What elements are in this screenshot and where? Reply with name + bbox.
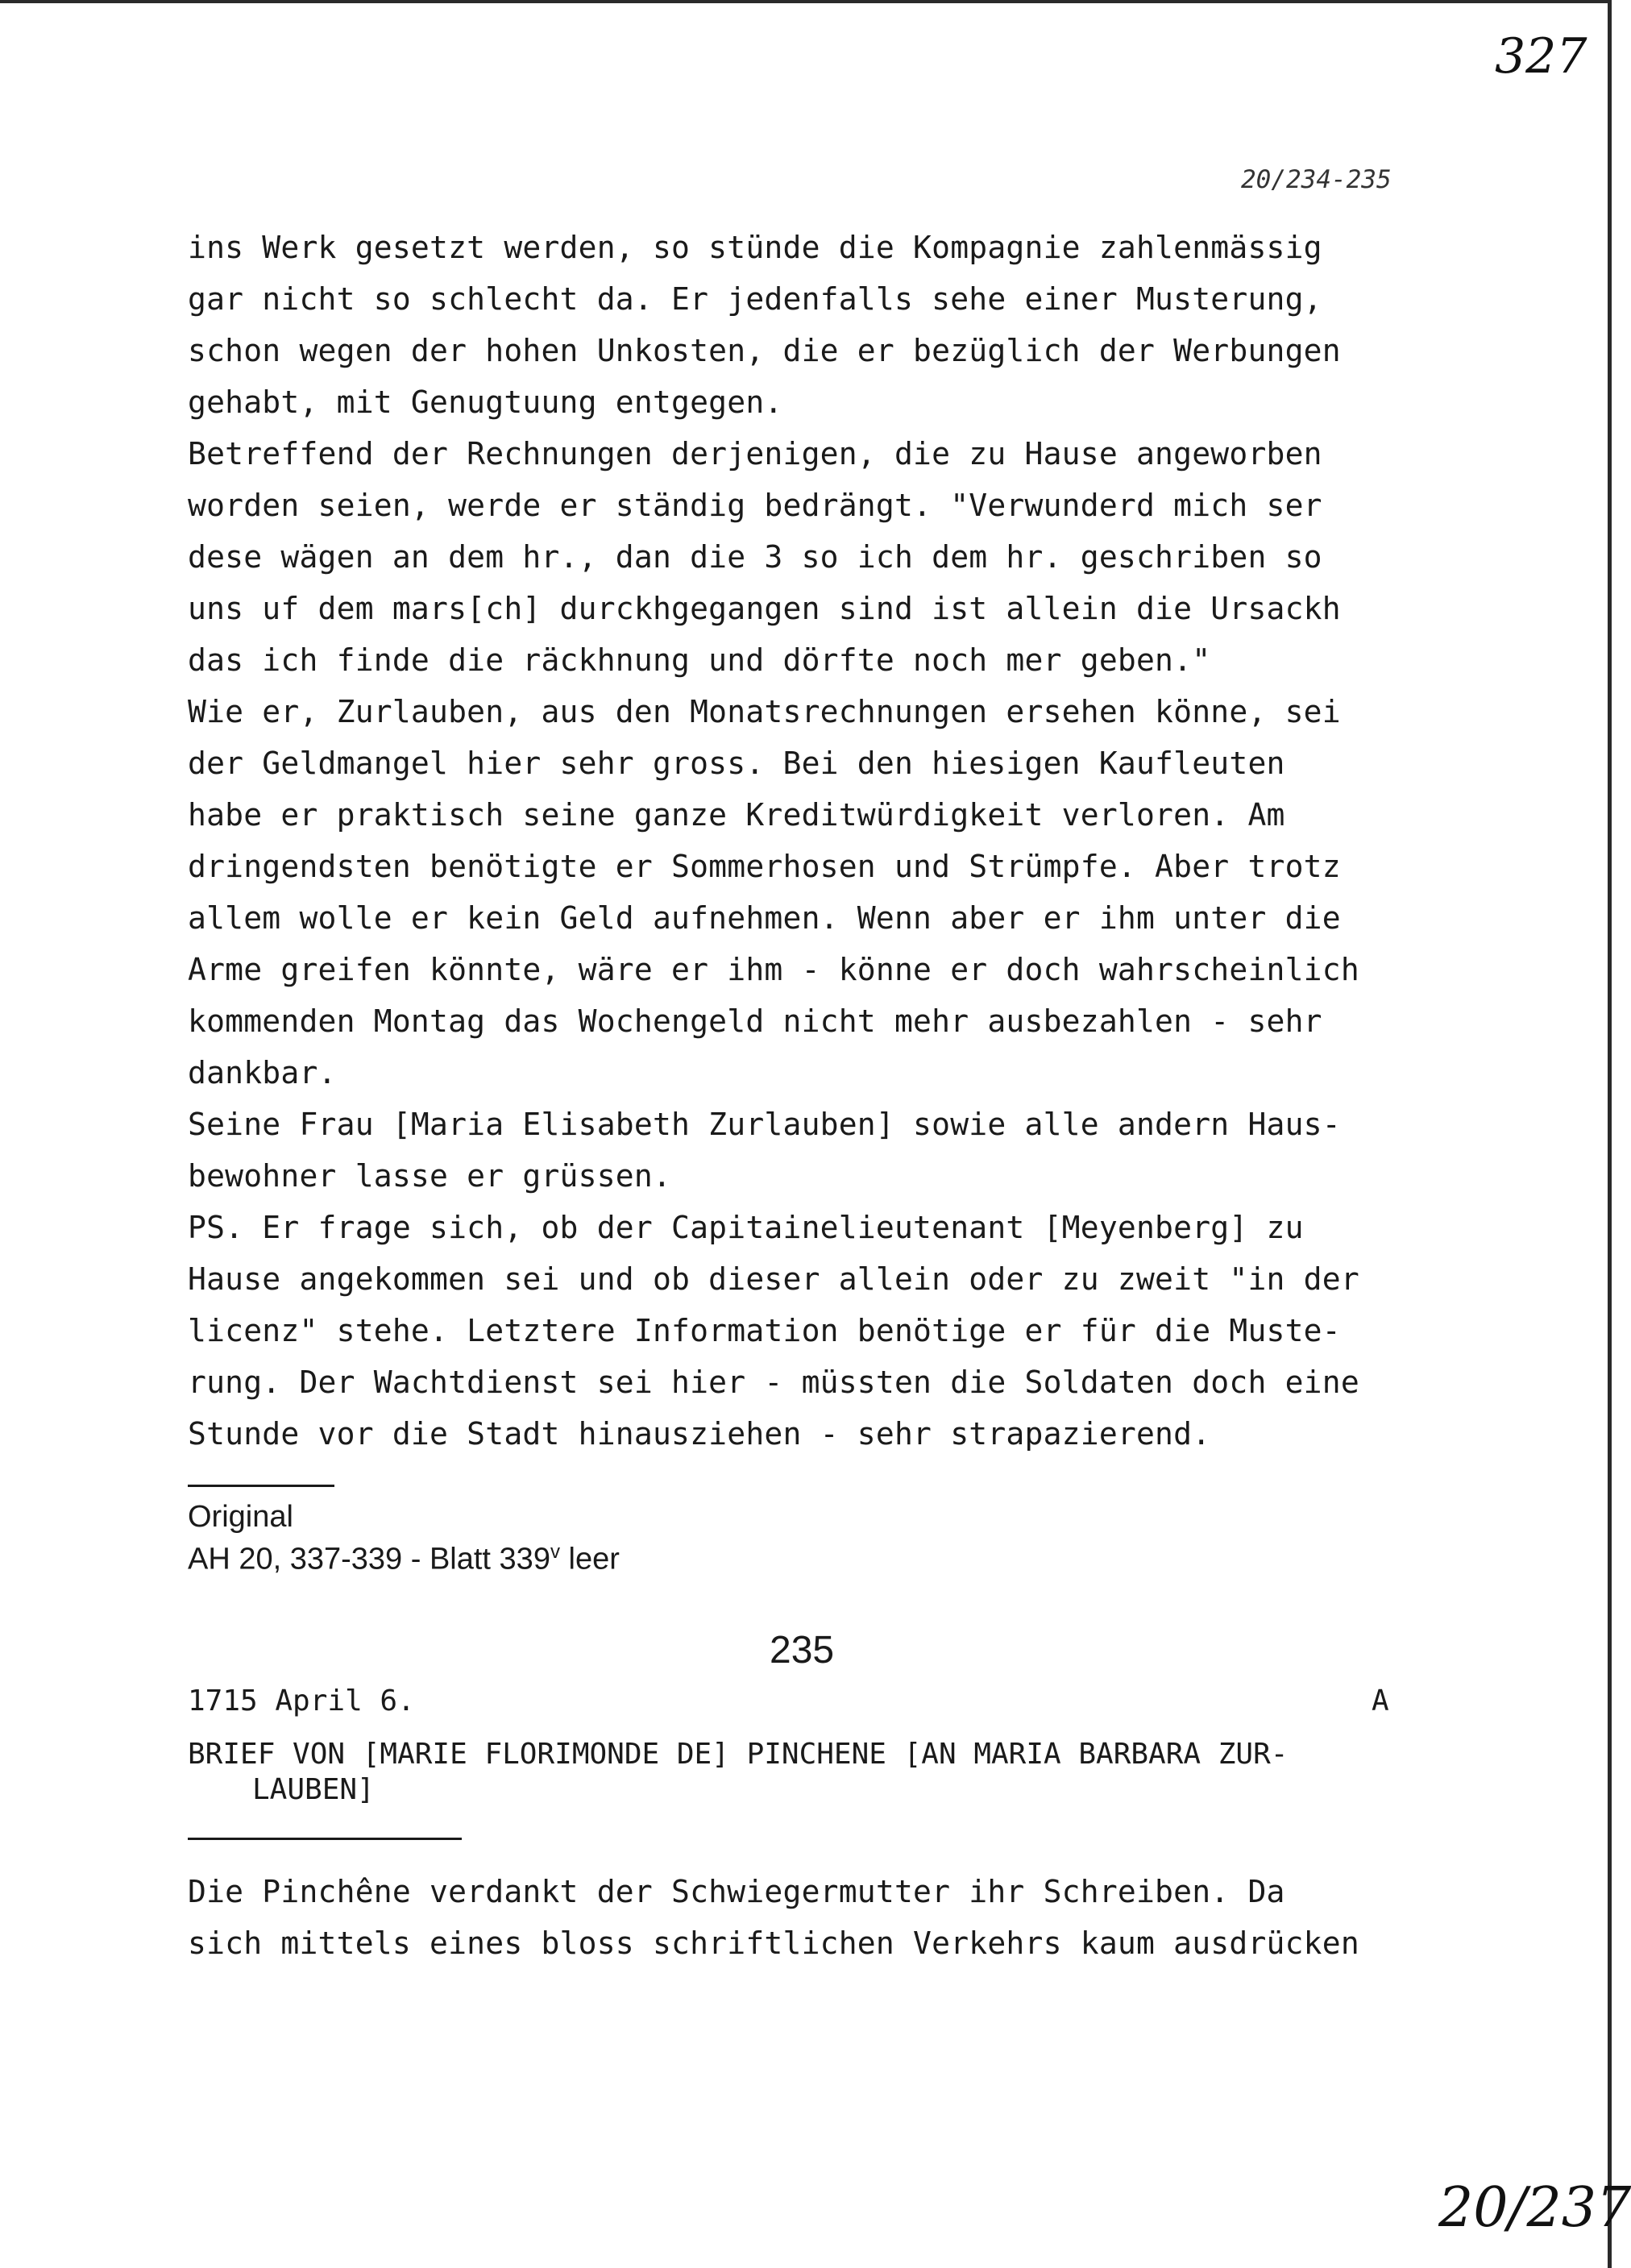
body-text-second bbox=[188, 1866, 1429, 1969]
scan-edge-right bbox=[1608, 0, 1612, 2268]
document-type: A bbox=[1372, 1684, 1389, 1718]
body-line: habe er praktisch seine ganze Kreditwürdigkeit verloren. Am bbox=[188, 797, 1285, 833]
source-ref-line bbox=[188, 1535, 620, 1577]
body-line: PS. Er frage sich, ob der Capitainelieutenant [Meyenberg] zu bbox=[188, 1210, 1304, 1245]
source-label: Original bbox=[188, 1500, 293, 1534]
handwritten-page-number: 327 bbox=[1495, 28, 1587, 85]
body-line: Stunde vor die Stadt hinausziehen - sehr strapazierend. bbox=[188, 1416, 1211, 1452]
body-line: Wie er, Zurlauben, aus den Monatsrechnungen ersehen könne, sei bbox=[188, 694, 1341, 729]
source-ref-main: AH 20, 337-339 - Blatt 339 bbox=[188, 1542, 550, 1576]
body-line: dese wägen an dem hr., dan die 3 so ich dem hr. geschriben so bbox=[188, 539, 1322, 575]
document-number: 235 bbox=[770, 1629, 835, 1672]
body-line: der Geldmangel hier sehr gross. Bei den hiesigen Kaufleuten bbox=[188, 746, 1285, 781]
body-line: das ich finde die räckhnung und dörfte noch mer geben." bbox=[188, 642, 1211, 678]
body-line: dringendsten benötigte er Sommerhosen und Strümpfe. Aber trotz bbox=[188, 849, 1341, 884]
document-date: 1715 April 6. bbox=[188, 1684, 415, 1718]
source-reference bbox=[188, 1499, 620, 1577]
source-ref-tail: leer bbox=[559, 1542, 620, 1576]
scan-edge-top bbox=[0, 0, 1612, 3]
body-line: allem wolle er kein Geld aufnehmen. Wenn aber er ihm unter die bbox=[188, 900, 1341, 936]
body-line: gehabt, mit Genugtuung entgegen. bbox=[188, 384, 783, 420]
body-line: Betreffend der Rechnungen derjenigen, die zu Hause angeworben bbox=[188, 436, 1322, 471]
body-text bbox=[188, 222, 1429, 1460]
heading-line: LAUBEN] bbox=[252, 1773, 375, 1806]
body-line: rung. Der Wachtdienst sei hier - müssten die Soldaten doch eine bbox=[188, 1365, 1359, 1400]
document-heading bbox=[188, 1737, 1288, 1808]
body-line: Arme greifen könnte, wäre er ihm - könne er doch wahrscheinlich bbox=[188, 952, 1359, 987]
body-line: kommenden Montag das Wochengeld nicht mehr ausbezahlen - sehr bbox=[188, 1003, 1322, 1039]
body-line: ins Werk gesetzt werden, so stünde die Kompagnie zahlenmässig bbox=[188, 230, 1322, 265]
body-line: gar nicht so schlecht da. Er jedenfalls sehe einer Musterung, bbox=[188, 281, 1322, 317]
heading-line: BRIEF VON [MARIE FLORIMONDE DE] PINCHENE [AN MARIA BARBARA ZUR- bbox=[188, 1738, 1289, 1771]
reference-number: 20/234-235 bbox=[1241, 165, 1392, 194]
body-line: Hause angekommen sei und ob dieser allein oder zu zweit "in der bbox=[188, 1261, 1359, 1297]
body-line: bewohner lasse er grüssen. bbox=[188, 1158, 672, 1194]
body-line: Die Pinchêne verdankt der Schwiegermutter ihr Schreiben. Da bbox=[188, 1874, 1285, 1909]
body-line: licenz" stehe. Letztere Information benötige er für die Muste- bbox=[188, 1313, 1341, 1348]
source-ref-superscript: v bbox=[550, 1541, 560, 1563]
body-line: uns uf dem mars[ch] durckhgegangen sind ist allein die Ursackh bbox=[188, 591, 1341, 626]
divider-rule bbox=[188, 1485, 334, 1487]
body-line: worden seien, werde er ständig bedrängt. "Verwunderd mich ser bbox=[188, 488, 1322, 523]
body-line: schon wegen der hohen Unkosten, die er bezüglich der Werbungen bbox=[188, 333, 1341, 368]
body-line: dankbar. bbox=[188, 1055, 337, 1090]
body-line: Seine Frau [Maria Elisabeth Zurlauben] sowie alle andern Haus- bbox=[188, 1107, 1341, 1142]
handwritten-archive-number: 20/237 bbox=[1438, 2176, 1631, 2240]
divider-rule bbox=[188, 1838, 462, 1840]
body-line: sich mittels eines bloss schriftlichen Verkehrs kaum ausdrücken bbox=[188, 1925, 1359, 1961]
